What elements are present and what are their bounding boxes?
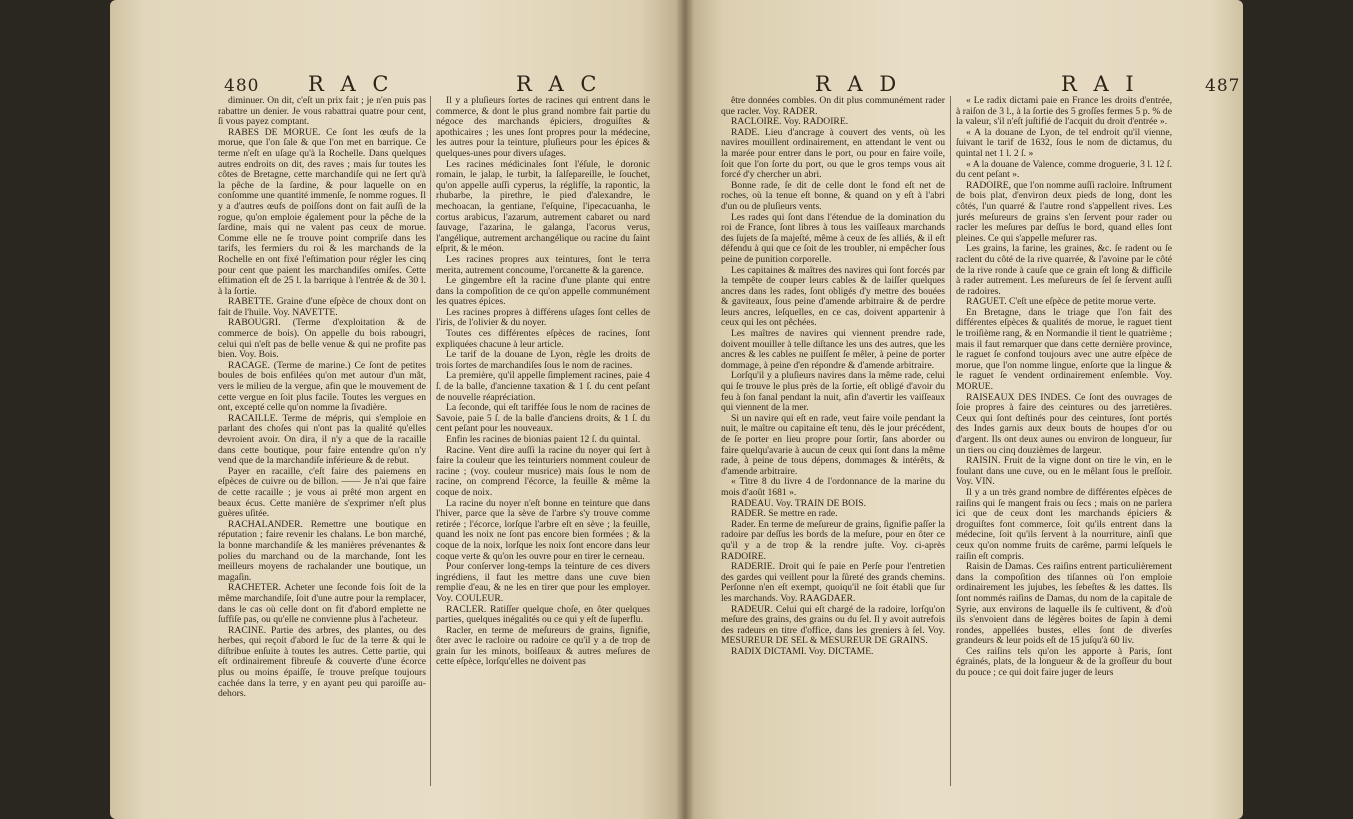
entry-paragraph: « A la douane de Valence, comme droguerie, 3 l. 12 ſ. du cent peſant ». (956, 158, 1172, 181)
right-page-column-1 (721, 96, 945, 796)
left-page-column-rule (430, 96, 431, 786)
entry-paragraph: « Le radix dictami paie en France les droits d'entrée, à raiſon de 3 l., à la ſortie des 5 groſſes fermes 5 p. % de la valeur, s'il n'eſt juſtifié de l'acquit du droit d'entrée ». (956, 96, 1172, 128)
entry-paragraph: RACAGE. (Terme de marine.) Ce ſont de petites boules de bois enfilées qu'on met autour d'un mât, vers le milieu de la vergue, afin que le mouvement de cette vergue en ſoit plus facile. Toutes les vergues en ont, excepté celle qu'on nomme la ſivadière. (218, 359, 426, 414)
entry-paragraph: être données combles. On dit plus communément rader que racler. Voy. RADER. (721, 96, 945, 117)
left-page-column-1 (218, 96, 426, 796)
entry-paragraph: RABOUGRI. (Terme d'exploitation & de commerce de bois). On appelle du bois rabougri, celui qui n'eſt pas de belle venue & qui ne profite pas bien. Voy. Bois. (218, 317, 426, 361)
right-page (685, 0, 1243, 819)
entry-paragraph: Les racines propres à différens uſages ſont celles de l'iris, de l'olivier & du noyer. (436, 306, 650, 329)
entry-paragraph: Le tarif de la douane de Lyon, règle les droits de trois ſortes de marchandiſes ſous le nom de racines. (436, 349, 650, 371)
entry-paragraph: Pour conſerver long-temps la teinture de ces divers ingrédiens, il faut les mettre dans une cuve bien remplie d'eau, & ne les en tirer que pour les employer. Voy. COULEUR. (436, 561, 650, 604)
left-page-column-2 (436, 96, 650, 796)
entry-paragraph: RACLER. Ratiſſer quelque choſe, en ôter quelques parties, quelques inégalités ou ce qui y eſt de ſuperflu. (436, 603, 650, 626)
entry-paragraph: « A la douane de Lyon, de tel endroit qu'il vienne, ſuivant le tarif de 1632, ſous le nom de dictamus, du quintal net 1 l. 2 ſ. » (956, 126, 1172, 159)
entry-paragraph: RADERIE. Droit qui ſe paie en Perſe pour l'entretien des gardes qui veillent pour la ſûreté des grands chemins. Perſonne n'en eſt exempt, quoiqu'il ne ſoit établi que ſur les marchands. Voy. RAAGDAER. (721, 561, 945, 604)
left-page-number: 480 (224, 76, 260, 96)
entry-paragraph: Rader. En terme de meſureur de grains, ſignifie paſſer la radoire par deſſus les bords de la meſure, pour en ôter ce qu'il y a de trop & la rendre juſte. Voy. ci-après RADOIRE. (721, 518, 945, 562)
entry-paragraph: RACINE. Partie des arbres, des plantes, ou des herbes, qui reçoit d'abord le ſuc de la terre & qui le diſtribue enſuite à toutes les autres. Cette partie, qui eſt ordinairement fibreuſe & couverte d'une écorce plus ou moins épaiſſe, ſe trouve preſque toujours cachée dans la terre, y en ayant peu qui paroiſſe au-dehors. (218, 624, 426, 700)
right-page-column-rule (950, 96, 951, 786)
entry-paragraph: RADE. Lieu d'ancrage à couvert des vents, où les navires mouillent ordinairement, en attendant le vent ou la marée pour entrer dans le port, ou pour en faire voile, ſoit que l'on ſorte du port, ou que le gros temps vous ait forcé d'y chercher un abri. (721, 126, 945, 181)
entry-paragraph: Il y a un très grand nombre de différentes eſpèces de raiſins qui ſe mangent frais ou ſecs ; mais on ne parlera ici que de ceux dont les marchands épiciers & droguiſtes font commerce, ſoit qu'ils entrent dans la médecine, ſoit qu'ils ſervent à la nourriture, ainſi que ceux qu'on nomme fruits de carême, parmi leſquels le raiſin eſt compris. (956, 486, 1172, 562)
entry-paragraph: Le gingembre eſt la racine d'une plante qui entre dans la compoſition de ce qu'on appelle communément les quatres épices. (436, 275, 650, 308)
right-page-column-2 (956, 96, 1172, 796)
right-running-head-col1: R A D (815, 72, 902, 96)
entry-paragraph: Si un navire qui eſt en rade, veut faire voile pendant la nuit, le maître ou capitaine eſt tenu, dès le jour précédent, de ſe porter en lieu propre pour ſortir, ſans aborder ou faire quelqu'avarie à aucun de ceux qui ſont dans la même rade, à peine de tous dépens, dommages & intérêts, & d'amende arbitraire. (721, 412, 945, 477)
entry-paragraph: Toutes ces différentes eſpèces de racines, ſont expliquées chacune à leur article. (436, 328, 650, 350)
entry-paragraph: Ces raiſins tels qu'on les apporte à Paris, ſont égrainés, plats, de la longueur & de la groſſeur du bout du pouce ; ce qui doit faire juger de leurs (956, 645, 1172, 679)
entry-paragraph: Les racines propres aux teintures, ſont le terra merita, autrement concoume, l'orcanette & la garence. (436, 253, 650, 276)
entry-paragraph: La première, qu'il appelle ſimplement racines, paie 4 ſ. de la balle, d'ancienne taxation & 1 ſ. du cent peſant de nouvelle réapréciation. (436, 370, 650, 403)
entry-paragraph: RABES DE MORUE. Ce ſont les œufs de la morue, que l'on ſale & que l'on met en barrique. Ce terme n'eſt en uſage qu'à la Rochelle. Dans quelques autres endroits on dit, des raves ; mais ſur toutes les côtes de Bretagne, cette marchandiſe qui ne ſert qu'à la pêche de la ſardine, & pour laquelle on en conſomme une quantité immenſe, ſe nomme rogues. Il y a d'autres œufs de poiſſons dont on fait auſſi de la rogue, qu'on emploie également pour la pêche de la ſardine, mais qui ne valent pas ceux de morue. Comme elle ne ſe trouve point compriſe dans les tarifs, les fermiers du roi & les marchands de la Rochelle en ont fixé l'eſtimation pour régler les cinq pour cent que paient les marchandiſes omiſes. Cette eſtimation eſt de 25 l. la barrique à l'entrée & de 30 l. à la ſortie. (218, 126, 426, 297)
entry-paragraph: RADEUR. Celui qui eſt chargé de la radoire, lorſqu'on meſure des grains, des grains ou du ſel. Il y avoit autrefois des radeurs en titre d'office, dans les greniers à ſel. Voy. MESUREUR DE SEL & MESUREUR DE GRAINS. (721, 603, 945, 647)
right-page-header (685, 68, 1243, 94)
book-gutter (676, 0, 694, 819)
entry-paragraph: RABETTE. Graine d'une eſpèce de choux dont on fait de l'huile. Voy. NAVETTE. (218, 296, 426, 318)
entry-paragraph: RADIX DICTAMI. Voy. DICTAME. (731, 645, 874, 657)
entry-paragraph: Payer en racaille, c'eſt faire des paiemens en eſpèces de cuivre ou de billon. —— Je n'ai que faire de cette racaille ; je vous ai prêté mon argent en beaux écus. Cette manière de s'exprimer n'eſt plus guères uſitée. (218, 465, 426, 520)
entry-paragraph: RAISIN. Fruit de la vigne dont on tire le vin, en le foulant dans une cuve, ou en le mêlant ſous le preſſoir. Voy. VIN. (956, 455, 1172, 488)
entry-paragraph: RADOIRE, que l'on nomme auſſi racloire. Inſtrument de bois plat, d'environ deux pieds de long, dont les côtés, l'un quarré & l'autre rond s'appellent rives. Les jurés meſureurs de grains s'en ſervent pour rader ou racler les meſures par deſſus le bord, quand elles ſont pleines. Ce qui s'appelle meſurer ras. (956, 179, 1172, 244)
entry-paragraph: Les capitaines & maîtres des navires qui ſont forcés par la tempête de couper leurs cables & de laiſſer quelques ancres dans les rades, ſont obligés d'y mettre des bouées & gaviteaux, ſous peine d'amende arbitraire & de perdre leurs ancres, leſquelles, en ce cas, doivent appartenir à ceux qui les ont pêchées. (721, 264, 945, 329)
entry-paragraph: RACAILLE. Terme de mépris, qui s'emploie en parlant des choſes qui n'ont pas la qualité qu'elles devroient avoir. On dira, il n'y a que de la racaille dans cette boutique, pour faire entendre qu'on n'y vend que de la marchandiſe inférieure & de rebut. (218, 412, 426, 467)
left-page-header (110, 68, 685, 94)
entry-paragraph: La racine du noyer n'eſt bonne en teinture que dans l'hiver, parce que la sève de l'arbre s'y trouve comme retirée ; l'écorce, lorſque l'arbre eſt en sève ; la feuille, quand les noix ne ſont pas encore bien formées ; & la coque de la noix, lorſque les noix ſont encore dans leur coque verte & qu'on les ouvre pour en tirer le cerneau. (436, 497, 650, 562)
entry-paragraph: RACLOIRE. Voy. RADOIRE. (731, 116, 849, 128)
entry-paragraph: Enfin les racines de bionias paient 12 ſ. du quintal. (446, 434, 641, 445)
left-running-head-col1: R A C (308, 72, 394, 96)
entry-paragraph: RAGUET. C'eſt une eſpèce de petite morue verte. (966, 296, 1156, 308)
entry-paragraph: La ſeconde, qui eſt tariffée ſous le nom de racines de Savoie, paie 5 ſ. de la balle d'anciens droits, & 1 ſ. du cent peſant pour les nouveaux. (436, 402, 650, 435)
entry-paragraph: Les racines médicinales ſont l'éſule, le doronic romain, le jalap, le turbit, la ſalſepareille, le ſouchet, qu'on appelle auſſi cyperus, la réglifſe, la rapontic, la rhubarbe, la pirethre, le pied d'alexandre, le mechoacan, la gentiane, l'eſquine, l'ipecacuanha, le cortus arabicus, l'azarum, autrement cabaret ou nard ſauvage, l'azarina, le galanga, l'acorus verus, l'angélique, autrement archangélique ou racine du ſaint eſprit, & le méon. (436, 158, 650, 255)
entry-paragraph: En Bretagne, dans le triage que l'on fait des différentes eſpèces & qualités de morue, le raguet tient le troiſième rang, & en Normandie il tient le quatrième ; mais il faut remarquer que dans cette dernière province, le raguet ſe confond toujours avec une autre eſpèce de morue, que l'on nomme lingue, enſorte que la lingue & le raguet ſe vendent ordinairement enſemble. Voy. MORUE. (956, 306, 1172, 393)
entry-paragraph: Racine. Vent dire auſſi la racine du noyer qui ſert à faire la couleur que les teinturiers nomment couleur de racine ; (voy. couleur musrice) mais ſous le nom de racine, on comprend l'écorce, la feuille & même la coque de noix. (436, 444, 650, 498)
entry-paragraph: Lorſqu'il y a pluſieurs navires dans la même rade, celui qui ſe trouve le plus près de la ſortie, eſt obligé d'avoir du feu à ſon fanal pendant la nuit, afin d'avertir les vaiſſeaux qui viennent de la mer. (721, 370, 945, 414)
entry-paragraph: RACHETER. Acheter une ſeconde fois ſoit de la même marchandiſe, ſoit d'une autre pour la remplacer, dans le cas où celle dont on fit d'abord emplette ne ſuffiſe pas, ou qu'elle ne convienne plus à l'acheteur. (218, 582, 426, 626)
entry-paragraph: Les maîtres de navires qui viennent prendre rade, doivent mouiller à telle diſtance les uns des autres, que les ancres & les cables ne puiſſent ſe mêler, à peine de porter dommage, à peine d'en répondre & d'amende arbitraire. (721, 328, 945, 371)
entry-paragraph: diminuer. On dit, c'eſt un prix fait ; je n'en puis pas rabattre un denier. Je vous rabattrai quatre pour cent, ſi vous payez comptant. (218, 96, 426, 128)
entry-paragraph: RACHALANDER. Remettre une boutique en réputation ; faire revenir les chalans. Le bon marché, la bonne marchandiſe & les manières prévenantes & polies du marchand ou de la marchande, ſont les meilleurs moyens de rachalander une boutique, un magaſin. (218, 518, 426, 583)
right-page-number: 487 (1205, 76, 1241, 96)
entry-paragraph: RADER. Se mettre en rade. (731, 508, 838, 520)
entry-paragraph: Raisin de Damas. Ces raiſins entrent particulièrement dans la compoſition des tiſannes où l'on emploie ordinairement les jujubes, les ſebeſtes & les dattes. Ils ſont nommés raiſins de Damas, du nom de la capitale de Syrie, aux environs de laquelle ils ſe cultivent, & d'où ils s'envoient dans de légères boites de ſapin à demi rondes, appellées bustes, elles ſont de diverſes grandeurs & leur poids eſt de 15 juſqu'à 60 liv. (956, 561, 1172, 647)
entry-paragraph: RADEAU. Voy. TRAIN DE BOIS. (731, 497, 867, 509)
left-running-head-col2: R A C (516, 72, 602, 96)
left-page (110, 0, 685, 819)
entry-paragraph: Racler, en terme de meſureurs de grains, ſignifie, ôter avec le racloire ou radoire ce qu'il y a de trop de grain ſur les minots, boiſſeaux & autres meſures de cette eſpèce, lorſqu'elles ne doivent pas (436, 624, 650, 668)
entry-paragraph: Les rades qui ſont dans l'étendue de la domination du roi de France, ſont libres à tous les vaiſſeaux marchands des ſujets de ſa majeſté, même à ceux de ſes alliés, & il eſt défendu à qui que ce ſoit de les troubler, ni empêcher ſous peine de punition corporelle. (721, 211, 945, 265)
entry-paragraph: « Titre 8 du livre 4 de l'ordonnance de la marine du mois d'août 1681 ». (721, 476, 945, 498)
entry-paragraph: Il y a pluſieurs ſortes de racines qui entrent dans le commerce, & dont le plus grand nombre fait partie du négoce des marchands épiciers, droguiſtes & apothicaires ; les unes ſont propres pour la médecine, les autres pour la teinture, pluſieurs pour les épices & quelques-unes pour divers uſages. (436, 96, 650, 159)
entry-paragraph: Bonne rade, ſe dit de celle dont le fond eſt net de roches, où la tenue eſt bonne, & quand on y eſt à l'abri d'un ou de pluſieurs vents. (721, 179, 945, 212)
right-running-head-col2: R A I (1061, 72, 1139, 96)
entry-paragraph: Les grains, la farine, les graines, &c. ſe radent ou ſe raclent du côté de la rive quarrée, & l'avoine par le côté de la rive ronde à cauſe que ce grain eſt long & difficile à rader autrement. Les meſureurs de ſel ſe ſervent auſſi de radoires. (956, 243, 1172, 297)
entry-paragraph: RAISEAUX DES INDES. Ce ſont des ouvrages de ſoie propres à faire des ceintures ou des jarretières. Ceux qui ſont deſtinés pour des ceintures, ſont portés des Indes garnis aux deux bouts de houpes d'or ou d'argent. Ils ont deux aunes ou environ de longueur, ſur un tiers ou cinq douzièmes de largeur. (956, 391, 1172, 456)
